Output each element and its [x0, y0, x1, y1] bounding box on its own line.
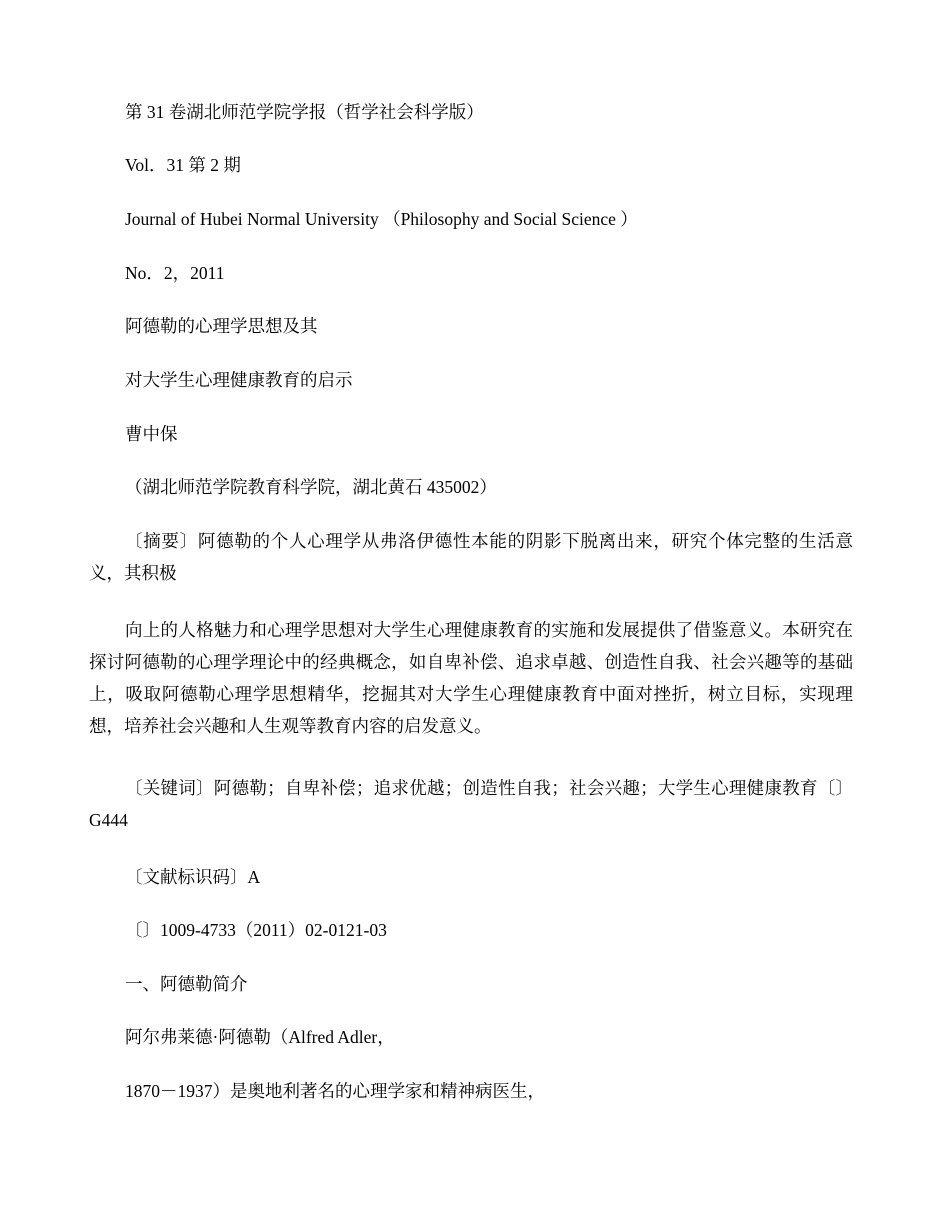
author-affiliation: （湖北师范学院教育科学院，湖北黄石 435002）: [125, 477, 497, 497]
keywords-paragraph: 〔关键词〕阿德勒；自卑补偿；追求优越；创造性自我；社会兴趣；大学生心理健康教育〔〕G444: [89, 778, 853, 830]
journal-volume-line: 第 31 卷湖北师范学院学报（哲学社会科学版）: [125, 102, 484, 122]
abstract-paragraph-2: 向上的人格魅力和心理学思想对大学生心理健康教育的实施和发展提供了借鉴意义。本研究在探讨阿德勒的心理学理论中的经典概念，如自卑补偿、追求卓越、创造性自我、社会兴趣等的基础上，吸取阿德勒心理学思想精华，挖掘其对大学生心理健康教育中面对挫折，树立目标，实现理想，培养社会兴趣和人生观等教育内容的启发意义。: [89, 620, 853, 736]
section-heading: 一、阿德勒简介: [125, 974, 248, 994]
volume-issue-line: Vol．31 第 2 期: [125, 155, 241, 175]
abstract-paragraph-1: 〔摘要〕阿德勒的个人心理学从弗洛伊德性本能的阴影下脱离出来，研究个体完整的生活意义，其积极: [89, 531, 853, 583]
section-text-line-1: 阿尔弗莱德·阿德勒（Alfred Adler，: [125, 1027, 395, 1047]
author-name: 曹中保: [125, 424, 178, 444]
article-title-line-2: 对大学生心理健康教育的启示: [125, 370, 353, 390]
journal-english-name: Journal of Hubei Normal University （Philosophy and Social Science ）: [125, 209, 638, 229]
issue-number-line: No．2，2011: [125, 263, 225, 283]
document-code: 〔文献标识码〕A: [125, 867, 261, 887]
section-text-line-2: 1870－1937）是奥地利著名的心理学家和精神病医生，: [125, 1081, 545, 1101]
article-title-line-1: 阿德勒的心理学思想及其: [125, 316, 318, 336]
article-id: 〔〕1009-4733（2011）02-0121-03: [125, 920, 387, 940]
